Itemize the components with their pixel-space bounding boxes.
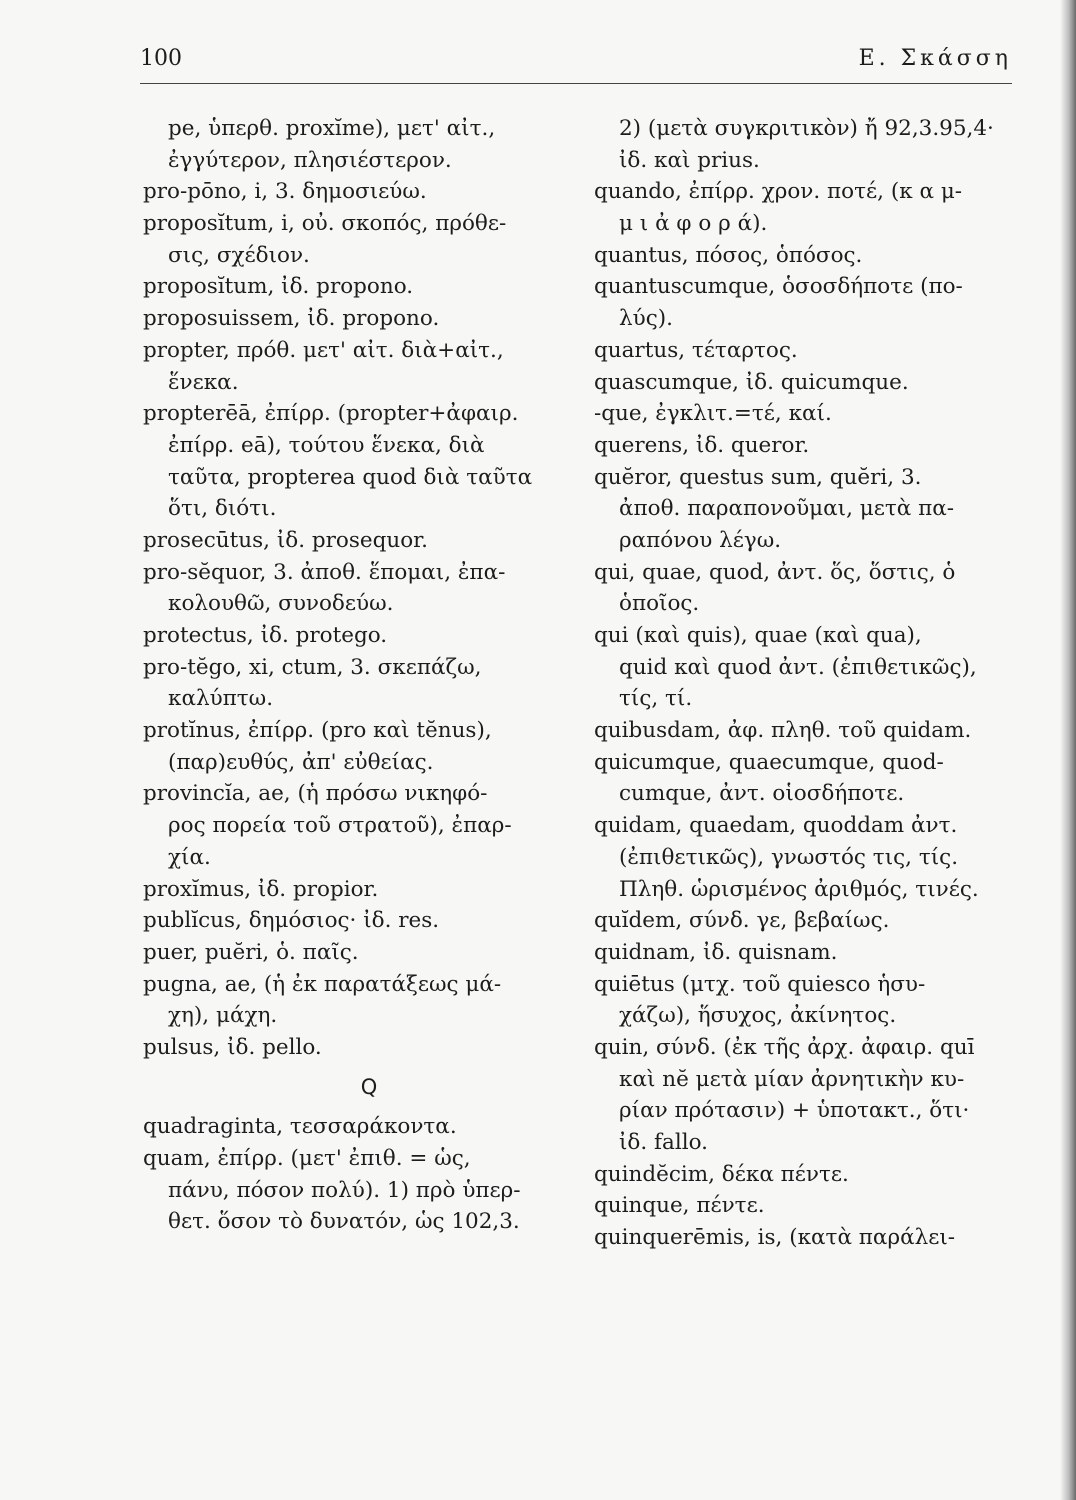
- dictionary-line: quĭdem, σύνδ. γε, βεβαίως.: [594, 908, 890, 934]
- dictionary-line: 2) (μετὰ συγκριτικὸν) ἤ 92,3.95,4·: [619, 116, 994, 141]
- dictionary-line: ρίαν πρότασιν) + ὑποτακτ., ὅτι·: [619, 1098, 970, 1124]
- dictionary-line: proxĭmus, ἰδ. propior.: [143, 876, 379, 902]
- dictionary-line: Πληθ. ὡρισμένος ἀριθμός, τινές.: [619, 876, 979, 902]
- dictionary-line: χία.: [168, 844, 211, 870]
- dictionary-line: καλύπτω.: [168, 686, 274, 712]
- dictionary-line: publĭcus, δημόσιος· ἰδ. res.: [143, 908, 440, 934]
- right-column: [594, 113, 1020, 1254]
- page-number: 100: [140, 46, 182, 71]
- page-header: [140, 46, 1012, 76]
- dictionary-line: proposuissem, ἰδ. propono.: [143, 306, 440, 332]
- dictionary-line: ὁποῖος.: [619, 591, 700, 617]
- section-letter: Q: [360, 1074, 378, 1099]
- dictionary-line: quidam, quaedam, quoddam ἀντ.: [594, 813, 958, 839]
- dictionary-line: pro-tĕgo, xi, ctum, 3. σκεπάζω,: [143, 654, 482, 680]
- dictionary-line: cumque, ἀντ. οἱοσδήποτε.: [619, 781, 905, 807]
- dictionary-line: quadraginta, τεσσαράκοντα.: [143, 1114, 457, 1140]
- dictionary-line: τίς, τί.: [619, 686, 693, 712]
- dictionary-line: qui (καὶ quis), quae (καὶ qua),: [594, 623, 922, 648]
- dictionary-line: quando, ἐπίρρ. χρον. ποτέ, (κ α μ-: [594, 179, 963, 205]
- dictionary-line: quantuscumque, ὁσοσδήποτε (πο-: [594, 274, 963, 300]
- dictionary-line: quascumque, ἰδ. quicumque.: [594, 369, 909, 395]
- dictionary-line: ταῦτα, propterea quod διὰ ταῦτα: [168, 464, 533, 490]
- running-title: Ε. Σκάσση: [858, 46, 1012, 71]
- dictionary-line: quinque, πέντε.: [594, 1193, 765, 1219]
- dictionary-line: protectus, ἰδ. protego.: [143, 623, 388, 648]
- dictionary-line: σις, σχέδιον.: [168, 242, 310, 268]
- dictionary-line: proposĭtum, i, οὐ. σκοπός, πρόθε-: [143, 211, 507, 237]
- dictionary-line: ραπόνου λέγω.: [619, 527, 782, 553]
- dictionary-line: ἰδ. fallo.: [619, 1130, 708, 1155]
- dictionary-line: quicumque, quaecumque, quod-: [594, 749, 944, 775]
- dictionary-line: quidnam, ἰδ. quisnam.: [594, 939, 838, 965]
- dictionary-line: ὅτι, διότι.: [168, 496, 277, 522]
- dictionary-line: quĕror, questus sum, quĕri, 3.: [594, 464, 922, 490]
- dictionary-line: pe, ὑπερθ. proxĭme), μετ' αἰτ.,: [168, 116, 496, 141]
- dictionary-line: quindĕcim, δέκα πέντε.: [594, 1161, 849, 1187]
- dictionary-line: quibusdam, ἀφ. πληθ. τοῦ quidam.: [594, 718, 972, 744]
- dictionary-line: καὶ nĕ μετὰ μίαν ἀρνητικὴν κυ-: [619, 1066, 965, 1092]
- dictionary-line: λύς).: [619, 306, 673, 332]
- page-edge-shadow: [1060, 0, 1076, 1500]
- dictionary-line: χη), μάχη.: [168, 1003, 278, 1029]
- left-column: [143, 113, 575, 1238]
- dictionary-line: proposĭtum, ἰδ. propono.: [143, 274, 414, 300]
- dictionary-line: μ ι ἀ φ ο ρ ά).: [619, 211, 768, 237]
- dictionary-line: puer, puĕri, ὁ. παῖς.: [143, 939, 359, 965]
- dictionary-line: ἕνεκα.: [168, 369, 239, 395]
- dictionary-line: pro-pōno, i, 3. δημοσιεύω.: [143, 179, 427, 205]
- dictionary-line: quinquerēmis, is, (κατὰ παράλει-: [594, 1225, 956, 1251]
- dictionary-line: pulsus, ἰδ. pello.: [143, 1034, 322, 1060]
- dictionary-line: prosecūtus, ἰδ. prosequor.: [143, 527, 428, 553]
- dictionary-line: -que, ἐγκλιτ.=τέ, καί.: [594, 401, 832, 427]
- dictionary-line: quam, ἐπίρρ. (μετ' ἐπιθ. = ὡς,: [143, 1146, 471, 1171]
- dictionary-line: quin, σύνδ. (ἐκ τῆς ἀρχ. ἀφαιρ. quī: [594, 1034, 975, 1060]
- dictionary-line: ἐπίρρ. eā), τούτου ἕνεκα, διὰ: [168, 432, 485, 458]
- dictionary-line: quid καὶ quod ἀντ. (ἐπιθετικῶς),: [619, 654, 977, 680]
- dictionary-line: propter, πρόθ. μετ' αἰτ. διὰ+αἰτ.,: [143, 337, 504, 363]
- dictionary-line: ἐγγύτερον, πλησιέστερον.: [168, 147, 452, 173]
- dictionary-line: ἀποθ. παραπονοῦμαι, μετὰ πα-: [619, 496, 955, 522]
- dictionary-line: quiētus (μτχ. τοῦ quiesco ἡσυ-: [594, 971, 926, 997]
- dictionary-line: provincĭa, ae, (ἡ πρόσω νικηφό-: [143, 781, 488, 807]
- dictionary-line: quantus, πόσος, ὁπόσος.: [594, 242, 863, 268]
- header-rule: [140, 83, 1012, 84]
- dictionary-line: qui, quae, quod, ἀντ. ὅς, ὅστις, ὁ: [594, 559, 956, 585]
- dictionary-line: πάνυ, πόσον πολύ). 1) πρὸ ὑπερ-: [168, 1177, 521, 1203]
- dictionary-line: ἰδ. καὶ prius.: [619, 147, 760, 173]
- dictionary-line: pugna, ae, (ἡ ἐκ παρατάξεως μά-: [143, 971, 502, 997]
- dictionary-line: (ἐπιθετικῶς), γνωστός τις, τίς.: [619, 844, 959, 870]
- dictionary-line: θετ. ὅσον τὸ δυνατόν, ὡς 102,3.: [168, 1209, 520, 1235]
- dictionary-line: (παρ)ευθύς, ἀπ' εὐθείας.: [168, 749, 434, 775]
- dictionary-line: ρος πορεία τοῦ στρατοῦ), ἐπαρ-: [168, 813, 512, 839]
- dictionary-line: pro-sĕquor, 3. ἀποθ. ἕπομαι, ἐπα-: [143, 559, 506, 585]
- dictionary-line: querens, ἰδ. queror.: [594, 432, 810, 458]
- dictionary-line: χάζω), ἥσυχος, ἀκίνητος.: [619, 1003, 897, 1029]
- dictionary-line: protĭnus, ἐπίρρ. (pro καὶ tĕnus),: [143, 718, 492, 744]
- dictionary-line: κολουθῶ, συνοδεύω.: [168, 591, 394, 617]
- dictionary-line: quartus, τέταρτος.: [594, 337, 798, 363]
- dictionary-line: propterēā, ἐπίρρ. (propter+ἀφαιρ.: [143, 401, 519, 427]
